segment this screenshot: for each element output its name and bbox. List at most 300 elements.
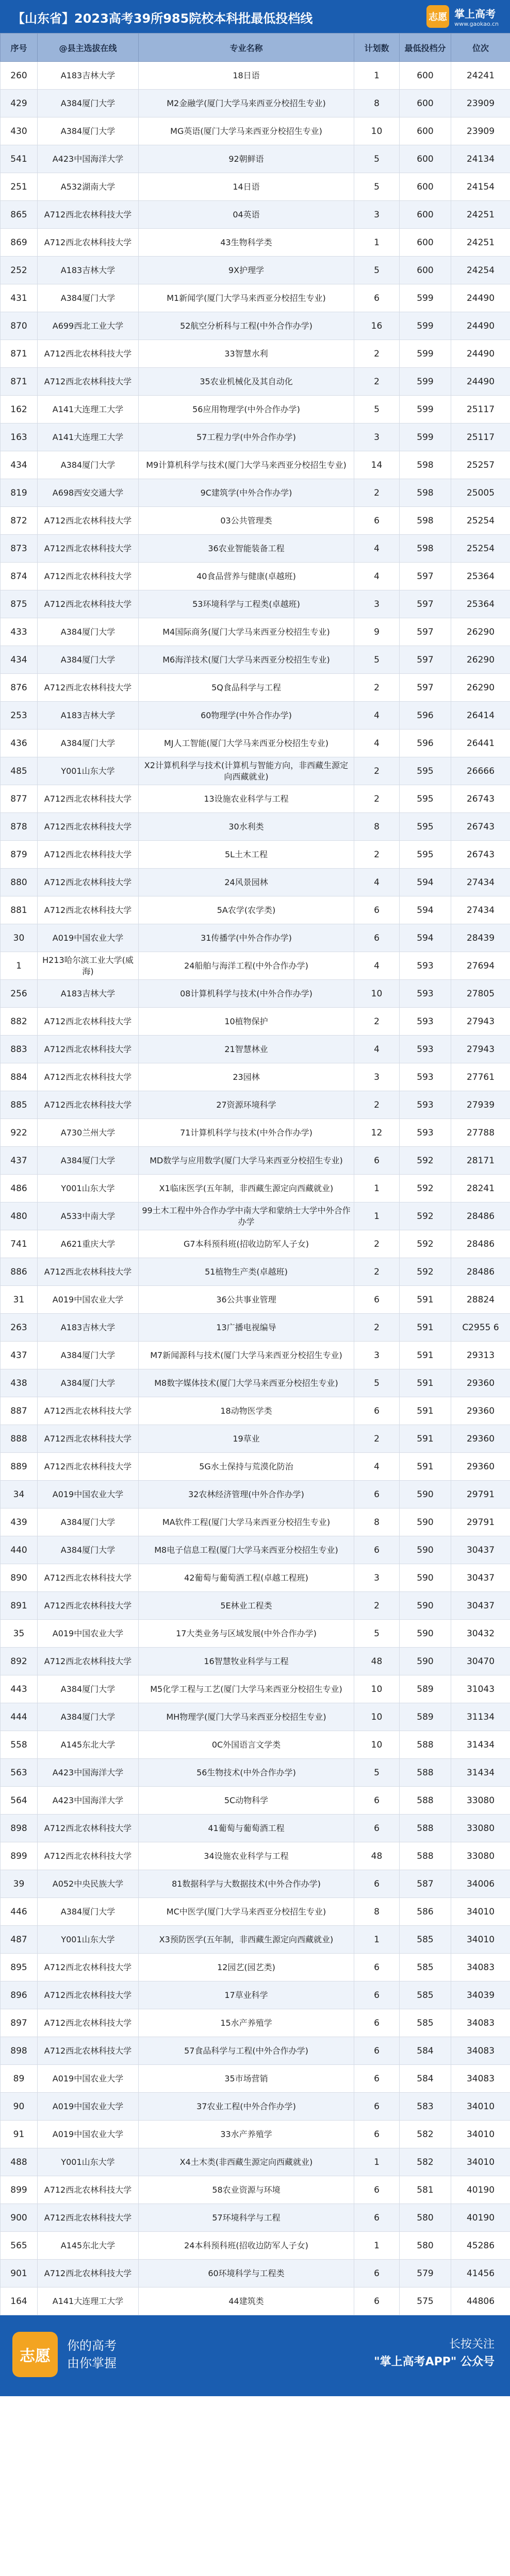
cell-plan: 4: [354, 563, 400, 590]
cell-min-score: 598: [400, 535, 451, 563]
cell-major: 23园林: [139, 1063, 354, 1091]
follow-prompt: [374, 2336, 495, 2371]
col-header-major: 专业名称: [139, 33, 354, 62]
cell-rank: 26290: [451, 674, 510, 702]
cell-major: 36农业智能装备工程: [139, 535, 354, 563]
cell-plan: 5: [354, 257, 400, 284]
cell-school: A183吉林大学: [38, 257, 139, 284]
cell-rank: 27434: [451, 869, 510, 896]
cell-index: 429: [1, 90, 38, 117]
cell-index: 162: [1, 396, 38, 423]
cell-rank: 31134: [451, 1703, 510, 1731]
cell-school: A384厦门大学: [38, 284, 139, 312]
cell-min-score: 592: [400, 1258, 451, 1286]
table-row: [1, 1147, 510, 1175]
slogan-line-2: 由你掌握: [67, 2356, 117, 2370]
table-row: [1, 2176, 510, 2204]
cell-plan: 1: [354, 1202, 400, 1230]
cell-school: A712西北农林科技大学: [38, 1453, 139, 1481]
cell-school: A384厦门大学: [38, 1536, 139, 1564]
cell-plan: 6: [354, 896, 400, 924]
table-row: [1, 90, 510, 117]
cell-min-score: 591: [400, 1397, 451, 1425]
cell-min-score: 589: [400, 1675, 451, 1703]
cell-school: A384厦门大学: [38, 117, 139, 145]
cell-rank: 29360: [451, 1453, 510, 1481]
cell-rank: 34083: [451, 2065, 510, 2093]
cell-min-score: 599: [400, 368, 451, 396]
table-row: [1, 1286, 510, 1314]
cell-school: A145东北大学: [38, 2232, 139, 2260]
cell-major: 57食品科学与工程(中外合作办学): [139, 2037, 354, 2065]
cell-plan: 1: [354, 1926, 400, 1954]
table-body: [1, 62, 510, 2315]
cell-min-score: 593: [400, 1063, 451, 1091]
cell-rank: 28486: [451, 1202, 510, 1230]
table-row: [1, 2204, 510, 2232]
cell-major: 9X护理学: [139, 257, 354, 284]
cell-school: A712西北农林科技大学: [38, 869, 139, 896]
cell-school: A183吉林大学: [38, 62, 139, 90]
cell-index: 251: [1, 173, 38, 201]
cell-rank: 27694: [451, 952, 510, 980]
cell-index: 883: [1, 1036, 38, 1063]
cell-index: 263: [1, 1314, 38, 1342]
cell-plan: 6: [354, 1870, 400, 1898]
table-row: [1, 869, 510, 896]
cell-rank: 28439: [451, 924, 510, 952]
cell-rank: 24241: [451, 62, 510, 90]
cell-min-score: 593: [400, 952, 451, 980]
cell-plan: 2: [354, 841, 400, 869]
cell-school: A712西北农林科技大学: [38, 841, 139, 869]
cell-plan: 48: [354, 1648, 400, 1675]
cell-plan: 14: [354, 451, 400, 479]
table-row: [1, 841, 510, 869]
cell-major: 58农业资源与环境: [139, 2176, 354, 2204]
cell-rank: 28486: [451, 1258, 510, 1286]
table-row: [1, 507, 510, 535]
cell-school: A384厦门大学: [38, 1369, 139, 1397]
cell-major: MJ人工智能(厦门大学马来西亚分校招生专业): [139, 730, 354, 757]
table-row: [1, 1731, 510, 1759]
cell-major: MG英语(厦门大学马来西亚分校招生专业): [139, 117, 354, 145]
cell-rank: 25364: [451, 563, 510, 590]
cell-school: A712西北农林科技大学: [38, 1036, 139, 1063]
cell-index: 899: [1, 1842, 38, 1870]
cell-school: A712西北农林科技大学: [38, 1258, 139, 1286]
cell-index: 480: [1, 1202, 38, 1230]
cell-rank: 26414: [451, 702, 510, 730]
cell-min-score: 583: [400, 2093, 451, 2121]
cell-rank: 27761: [451, 1063, 510, 1091]
cell-school: A384厦门大学: [38, 618, 139, 646]
table-row: [1, 229, 510, 257]
cell-rank: 31434: [451, 1759, 510, 1787]
table-row: [1, 1036, 510, 1063]
cell-plan: 1: [354, 2148, 400, 2176]
table-row: [1, 2009, 510, 2037]
cell-index: 541: [1, 145, 38, 173]
cell-min-score: 592: [400, 1147, 451, 1175]
table-row: [1, 1981, 510, 2009]
cell-plan: 4: [354, 1036, 400, 1063]
cell-school: A712西北农林科技大学: [38, 813, 139, 841]
cell-min-score: 596: [400, 730, 451, 757]
brand-logo: [426, 4, 499, 29]
cell-major: X4土木类(非西藏生源定向西藏就业): [139, 2148, 354, 2176]
cell-school: A384厦门大学: [38, 1898, 139, 1926]
cell-plan: 1: [354, 229, 400, 257]
cell-school: A712西北农林科技大学: [38, 2204, 139, 2232]
cell-min-score: 599: [400, 284, 451, 312]
table-row: [1, 1759, 510, 1787]
cell-min-score: 594: [400, 869, 451, 896]
cell-major: 35农业机械化及其自动化: [139, 368, 354, 396]
cell-plan: 3: [354, 590, 400, 618]
cell-school: A141大连理工大学: [38, 423, 139, 451]
cell-major: 04英语: [139, 201, 354, 229]
cell-index: 433: [1, 618, 38, 646]
cell-index: 819: [1, 479, 38, 507]
cell-rank: 29791: [451, 1509, 510, 1536]
cell-plan: 6: [354, 284, 400, 312]
cell-school: A712西北农林科技大学: [38, 1592, 139, 1620]
cell-index: 446: [1, 1898, 38, 1926]
logo-name: 掌上高考: [454, 8, 496, 20]
table-row: [1, 563, 510, 590]
table-row: [1, 1926, 510, 1954]
cell-rank: 27943: [451, 1008, 510, 1036]
cell-index: 887: [1, 1397, 38, 1425]
cell-index: 440: [1, 1536, 38, 1564]
page-title: 【山东省】2023高考39所985院校本科批最低投档线: [12, 11, 313, 26]
cell-rank: 25005: [451, 479, 510, 507]
cell-min-score: 600: [400, 117, 451, 145]
cell-rank: 34010: [451, 2093, 510, 2121]
table-row: [1, 368, 510, 396]
cell-school: Y001山东大学: [38, 1175, 139, 1202]
cell-index: 879: [1, 841, 38, 869]
table-row: [1, 1230, 510, 1258]
cell-school: A712西北农林科技大学: [38, 340, 139, 368]
cell-rank: 24134: [451, 145, 510, 173]
cell-plan: 5: [354, 173, 400, 201]
cell-min-score: 593: [400, 1091, 451, 1119]
cell-min-score: 593: [400, 1119, 451, 1147]
cell-rank: 34010: [451, 2148, 510, 2176]
cell-min-score: 592: [400, 1175, 451, 1202]
cell-school: A712西北农林科技大学: [38, 535, 139, 563]
cell-index: 558: [1, 1731, 38, 1759]
cell-plan: 1: [354, 62, 400, 90]
table-row: [1, 730, 510, 757]
cell-min-score: 597: [400, 590, 451, 618]
cell-major: X3预防医学(五年制，非西藏生源定向西藏就业): [139, 1926, 354, 1954]
cell-school: A698西安交通大学: [38, 479, 139, 507]
cell-index: 565: [1, 2232, 38, 2260]
cell-major: G7本科预科班(招收边防军人子女): [139, 1230, 354, 1258]
cell-plan: 8: [354, 1509, 400, 1536]
cell-min-score: 585: [400, 2009, 451, 2037]
cell-school: A384厦门大学: [38, 1147, 139, 1175]
cell-plan: 6: [354, 2260, 400, 2287]
cell-plan: 2: [354, 1425, 400, 1453]
cell-rank: 30437: [451, 1592, 510, 1620]
cell-plan: 5: [354, 1369, 400, 1397]
cell-plan: 12: [354, 1119, 400, 1147]
cell-major: 13广播电视编导: [139, 1314, 354, 1342]
cell-school: A712西北农林科技大学: [38, 1954, 139, 1981]
cell-major: 13设施农业科学与工程: [139, 785, 354, 813]
cell-index: 431: [1, 284, 38, 312]
cell-index: 564: [1, 1787, 38, 1815]
cell-major: 5G水土保持与荒漠化防治: [139, 1453, 354, 1481]
cell-plan: 5: [354, 396, 400, 423]
cell-plan: 2: [354, 368, 400, 396]
footer-logo-badge: 志愿: [12, 2332, 58, 2377]
table-row: [1, 1509, 510, 1536]
cell-rank: 24251: [451, 229, 510, 257]
cell-school: A019中国农业大学: [38, 924, 139, 952]
cell-plan: 9: [354, 618, 400, 646]
cell-major: 33智慧水利: [139, 340, 354, 368]
cell-major: 57环境科学与工程: [139, 2204, 354, 2232]
table-row: [1, 145, 510, 173]
cell-rank: 26743: [451, 841, 510, 869]
cell-index: 741: [1, 1230, 38, 1258]
cell-rank: 28486: [451, 1230, 510, 1258]
table-row: [1, 1008, 510, 1036]
cell-plan: 4: [354, 702, 400, 730]
cell-major: 36公共事业管理: [139, 1286, 354, 1314]
cell-rank: 34010: [451, 1898, 510, 1926]
cell-index: 438: [1, 1369, 38, 1397]
cell-plan: 6: [354, 1481, 400, 1509]
cell-major: 5Q食品科学与工程: [139, 674, 354, 702]
cell-school: A183吉林大学: [38, 702, 139, 730]
cell-index: 871: [1, 340, 38, 368]
cell-min-score: 594: [400, 896, 451, 924]
table-row: [1, 618, 510, 646]
cell-index: 892: [1, 1648, 38, 1675]
table-row: [1, 2037, 510, 2065]
cell-index: 90: [1, 2093, 38, 2121]
table-row: [1, 813, 510, 841]
cell-min-score: 600: [400, 257, 451, 284]
cell-index: 439: [1, 1509, 38, 1536]
cell-min-score: 588: [400, 1815, 451, 1842]
cell-min-score: 585: [400, 1926, 451, 1954]
cell-school: A712西北农林科技大学: [38, 563, 139, 590]
cell-plan: 6: [354, 1981, 400, 2009]
cell-rank: 24490: [451, 368, 510, 396]
cell-plan: 8: [354, 1898, 400, 1926]
cell-plan: 16: [354, 312, 400, 340]
cell-major: 27资源环境科学: [139, 1091, 354, 1119]
cell-school: A712西北农林科技大学: [38, 2037, 139, 2065]
follow-line-1: 长按关注: [449, 2338, 495, 2351]
cell-rank: 29360: [451, 1369, 510, 1397]
cell-min-score: 598: [400, 451, 451, 479]
cell-plan: 6: [354, 1536, 400, 1564]
page-header: [0, 0, 510, 33]
cell-school: A019中国农业大学: [38, 1620, 139, 1648]
cell-school: A141大连理工大学: [38, 2287, 139, 2315]
cell-index: 876: [1, 674, 38, 702]
table-row: [1, 1620, 510, 1648]
cell-major: 24本科预科班(招收边防军人子女): [139, 2232, 354, 2260]
cell-index: 443: [1, 1675, 38, 1703]
cell-min-score: 595: [400, 841, 451, 869]
cell-min-score: 590: [400, 1620, 451, 1648]
cell-major: 32农林经济管理(中外合作办学): [139, 1481, 354, 1509]
cell-rank: 34010: [451, 2121, 510, 2148]
cell-school: A183吉林大学: [38, 1314, 139, 1342]
cell-major: 14日语: [139, 173, 354, 201]
cell-major: 17草业科学: [139, 1981, 354, 2009]
cell-min-score: 588: [400, 1842, 451, 1870]
cell-major: 9C建筑学(中外合作办学): [139, 479, 354, 507]
cell-plan: 3: [354, 201, 400, 229]
cell-school: A712西北农林科技大学: [38, 590, 139, 618]
cell-major: MH物理学(厦门大学马来西亚分校招生专业): [139, 1703, 354, 1731]
cell-rank: 26743: [451, 813, 510, 841]
cell-school: A384厦门大学: [38, 730, 139, 757]
cell-school: A712西北农林科技大学: [38, 507, 139, 535]
cell-index: 31: [1, 1286, 38, 1314]
cell-min-score: 597: [400, 646, 451, 674]
cell-school: A712西北农林科技大学: [38, 1091, 139, 1119]
table-row: [1, 340, 510, 368]
cell-rank: 26441: [451, 730, 510, 757]
cell-index: 35: [1, 1620, 38, 1648]
table-row: [1, 535, 510, 563]
cell-school: Y001山东大学: [38, 1926, 139, 1954]
cell-school: A712西北农林科技大学: [38, 2009, 139, 2037]
cell-major: 37农业工程(中外合作办学): [139, 2093, 354, 2121]
cell-min-score: 597: [400, 563, 451, 590]
table-row: [1, 1091, 510, 1119]
cell-plan: 4: [354, 869, 400, 896]
cell-index: 163: [1, 423, 38, 451]
cell-major: M8电子信息工程(厦门大学马来西亚分校招生专业): [139, 1536, 354, 1564]
table-row: [1, 980, 510, 1008]
cell-school: A712西北农林科技大学: [38, 896, 139, 924]
cell-major: 15水产养殖学: [139, 2009, 354, 2037]
cell-index: 1: [1, 952, 38, 980]
cell-school: A183吉林大学: [38, 980, 139, 1008]
cell-min-score: 582: [400, 2121, 451, 2148]
table-row: [1, 2093, 510, 2121]
cell-index: 889: [1, 1453, 38, 1481]
cell-index: 260: [1, 62, 38, 90]
cell-plan: 2: [354, 1592, 400, 1620]
cell-school: A141大连理工大学: [38, 396, 139, 423]
col-header-index: 序号: [1, 33, 38, 62]
table-row: [1, 284, 510, 312]
cell-rank: 23909: [451, 117, 510, 145]
cell-major: 5E林业工程类: [139, 1592, 354, 1620]
cell-rank: 28241: [451, 1175, 510, 1202]
cell-plan: 6: [354, 1397, 400, 1425]
table-row: [1, 2232, 510, 2260]
cell-rank: 27788: [451, 1119, 510, 1147]
cell-major: 0C外国语言文学类: [139, 1731, 354, 1759]
cell-rank: 30432: [451, 1620, 510, 1648]
cell-school: H213哈尔滨工业大学(威海): [38, 952, 139, 980]
cell-plan: 6: [354, 2121, 400, 2148]
cell-plan: 5: [354, 1759, 400, 1787]
cell-major: MD数学与应用数学(厦门大学马来西亚分校招生专业): [139, 1147, 354, 1175]
cell-index: 901: [1, 2260, 38, 2287]
table-row: [1, 173, 510, 201]
cell-rank: 24490: [451, 284, 510, 312]
cell-index: 434: [1, 646, 38, 674]
cell-index: 430: [1, 117, 38, 145]
cell-rank: 33080: [451, 1787, 510, 1815]
cell-school: A712西北农林科技大学: [38, 1063, 139, 1091]
cell-index: 878: [1, 813, 38, 841]
table-row: [1, 257, 510, 284]
cell-plan: 1: [354, 1175, 400, 1202]
cell-major: 30水利类: [139, 813, 354, 841]
cell-major: 10植物保护: [139, 1008, 354, 1036]
cell-major: 60环境科学与工程类: [139, 2260, 354, 2287]
cell-school: A533中南大学: [38, 1202, 139, 1230]
table-row: [1, 1202, 510, 1230]
cell-school: A730兰州大学: [38, 1119, 139, 1147]
cell-school: A712西北农林科技大学: [38, 368, 139, 396]
col-header-school: @县主选拔在线: [38, 33, 139, 62]
table-row: [1, 1954, 510, 1981]
table-row: [1, 757, 510, 785]
cell-rank: 24490: [451, 340, 510, 368]
cell-index: 488: [1, 2148, 38, 2176]
cell-school: A384厦门大学: [38, 90, 139, 117]
cell-school: A019中国农业大学: [38, 2093, 139, 2121]
cell-rank: 34039: [451, 1981, 510, 2009]
cell-school: A384厦门大学: [38, 1342, 139, 1369]
cell-index: 890: [1, 1564, 38, 1592]
cell-major: M2金融学(厦门大学马来西亚分校招生专业): [139, 90, 354, 117]
cell-major: MA软件工程(厦门大学马来西亚分校招生专业): [139, 1509, 354, 1536]
cell-major: 18动物医学类: [139, 1397, 354, 1425]
cell-major: M5化学工程与工艺(厦门大学马来西亚分校招生专业): [139, 1675, 354, 1703]
col-header-plan: 计划数: [354, 33, 400, 62]
cell-rank: 27434: [451, 896, 510, 924]
cell-plan: 2: [354, 479, 400, 507]
cell-major: 08计算机科学与技术(中外合作办学): [139, 980, 354, 1008]
cell-min-score: 600: [400, 145, 451, 173]
cell-school: A532湖南大学: [38, 173, 139, 201]
cell-school: A052中央民族大学: [38, 1870, 139, 1898]
cell-rank: 26290: [451, 618, 510, 646]
cell-min-score: 581: [400, 2176, 451, 2204]
cell-index: 898: [1, 2037, 38, 2065]
cell-index: 873: [1, 535, 38, 563]
table-row: [1, 1815, 510, 1842]
cell-rank: 28824: [451, 1286, 510, 1314]
cell-major: 12园艺(园艺类): [139, 1954, 354, 1981]
cell-index: 436: [1, 730, 38, 757]
table-row: [1, 479, 510, 507]
cell-plan: 2: [354, 1091, 400, 1119]
cell-min-score: 595: [400, 785, 451, 813]
cell-rank: 29360: [451, 1425, 510, 1453]
cell-rank: 30437: [451, 1564, 510, 1592]
cell-major: 5A农学(农学类): [139, 896, 354, 924]
